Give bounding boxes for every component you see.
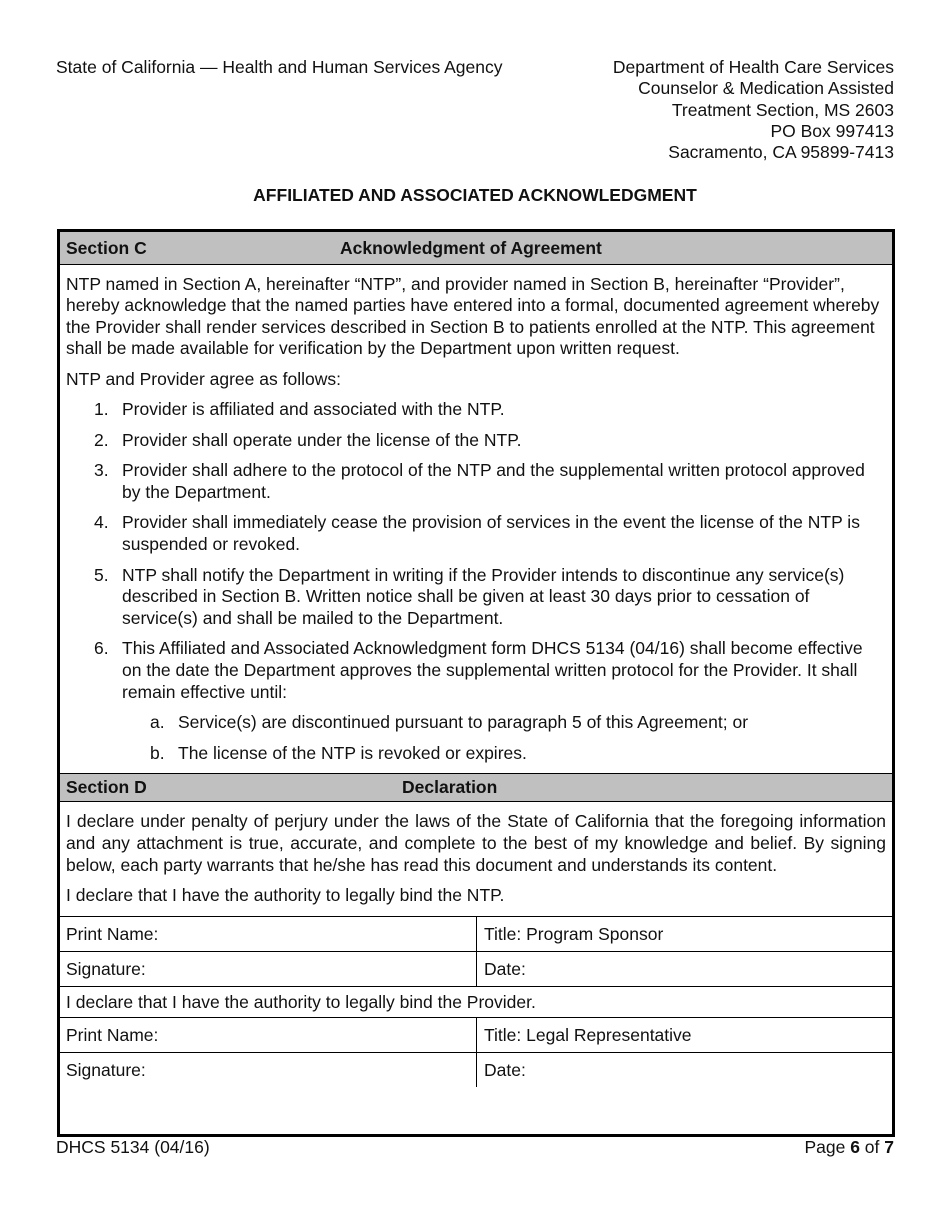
- provider-print-name-field[interactable]: Print Name:: [66, 1024, 159, 1045]
- department-line: Treatment Section, MS 2603: [671, 99, 894, 120]
- agency-name: State of California — Health and Human Services Agency: [56, 57, 503, 77]
- provider-authority-statement: I declare that I have the authority to legally bind the Provider.: [60, 986, 892, 1017]
- provider-signature-field[interactable]: Signature:: [66, 1059, 146, 1080]
- sub-list-item-letter: b.: [150, 742, 165, 763]
- department-line: Sacramento, CA 95899-7413: [668, 142, 894, 163]
- provider-name-title-row: [60, 1017, 892, 1052]
- list-item-text: Provider is affiliated and associated with the NTP.: [122, 399, 505, 420]
- list-item-number: 4.: [94, 512, 109, 533]
- list-item-number: 3.: [94, 460, 109, 481]
- department-address: [613, 57, 894, 163]
- provider-signature-date-row: [60, 1052, 892, 1087]
- section-c-label: Section C: [66, 238, 147, 258]
- form-title: AFFILIATED AND ASSOCIATED ACKNOWLEDGMENT: [253, 185, 697, 205]
- department-line: PO Box 997413: [770, 120, 894, 141]
- list-item-text: Provider shall adhere to the protocol of the NTP and the supplemental written protocol approved by the Department.: [122, 460, 865, 502]
- list-item-text: This Affiliated and Associated Acknowledgment form DHCS 5134 (04/16) shall become effective on the date the Department approves the supplemental written protocol for the Provider. It shall remain effective until:: [122, 638, 863, 702]
- ntp-signature-date-row: [60, 951, 892, 986]
- form-table: [57, 229, 895, 1137]
- list-item: [66, 638, 886, 764]
- list-item: [66, 399, 886, 421]
- page-prefix: Page: [804, 1137, 851, 1157]
- page-of: of: [859, 1137, 885, 1157]
- column-divider: [476, 1018, 477, 1052]
- declaration-text: I declare under penalty of perjury under the laws of the State of California that the foregoing information and any attachment is true, accurate, and complete to the best of my knowledge and belief. By signing below, each party warrants that he/she has read this document and understands its content.: [66, 811, 886, 875]
- agreement-lead: NTP and Provider agree as follows:: [66, 368, 341, 389]
- department-line: Counselor & Medication Assisted: [638, 78, 894, 99]
- section-d-title: Declaration: [402, 777, 498, 798]
- agreement-list: [66, 399, 886, 764]
- column-divider: [476, 1053, 477, 1087]
- ntp-date-field[interactable]: Date:: [484, 958, 526, 979]
- sub-list-item-text: The license of the NTP is revoked or expires.: [178, 742, 527, 763]
- sub-list: [122, 712, 886, 764]
- list-item: [66, 512, 886, 555]
- section-c-title: Acknowledgment of Agreement: [340, 238, 602, 258]
- section-d-header: [60, 773, 892, 802]
- department-line: Department of Health Care Services: [612, 57, 894, 77]
- list-item-number: 5.: [94, 564, 109, 585]
- list-item: [66, 565, 886, 630]
- section-c-body: [60, 265, 892, 764]
- section-d-body: [60, 802, 892, 906]
- page-current: 6: [850, 1137, 860, 1157]
- list-item-text: Provider shall immediately cease the provision of services in the event the license of the NTP is suspended or revoked.: [122, 512, 860, 554]
- list-item: [66, 460, 886, 503]
- section-d-label: Section D: [66, 777, 147, 798]
- agreement-intro: NTP named in Section A, hereinafter “NTP”, and provider named in Section B, hereinafter “Provider”, hereby acknowledge that the named parties have entered into a formal, documented agreement whereby the Provider shall render services described in Section B to patients enrolled at the NTP. This agreement shall be made available for verification by the Department upon written request.: [66, 274, 880, 359]
- page-number: [804, 1137, 894, 1158]
- sub-list-item: [122, 712, 886, 734]
- page-total: 7: [884, 1137, 894, 1157]
- provider-date-field[interactable]: Date:: [484, 1059, 526, 1080]
- section-c-header: [60, 232, 892, 265]
- list-item-number: 6.: [94, 638, 109, 659]
- list-item-text: Provider shall operate under the license of the NTP.: [122, 429, 522, 450]
- sub-list-item-text: Service(s) are discontinued pursuant to paragraph 5 of this Agreement; or: [178, 712, 749, 733]
- list-item: [66, 430, 886, 452]
- list-item-text: NTP shall notify the Department in writing if the Provider intends to discontinue any service(s) described in Section B. Written notice shall be given at least 30 days prior to cessation of service(s) and shall be mailed to the Department.: [122, 564, 845, 628]
- sub-list-item-letter: a.: [150, 712, 165, 733]
- ntp-title-field[interactable]: Title: Program Sponsor: [484, 923, 664, 944]
- ntp-print-name-field[interactable]: Print Name:: [66, 923, 159, 944]
- form-id: DHCS 5134 (04/16): [56, 1137, 210, 1157]
- ntp-signature-field[interactable]: Signature:: [66, 958, 146, 979]
- column-divider: [476, 917, 477, 951]
- column-divider: [476, 952, 477, 986]
- list-item-number: 2.: [94, 429, 109, 450]
- sub-list-item: [122, 743, 886, 765]
- provider-title-field[interactable]: Title: Legal Representative: [484, 1024, 692, 1045]
- ntp-name-title-row: [60, 916, 892, 951]
- ntp-authority-statement: I declare that I have the authority to legally bind the NTP.: [66, 885, 505, 906]
- list-item-number: 1.: [94, 399, 109, 420]
